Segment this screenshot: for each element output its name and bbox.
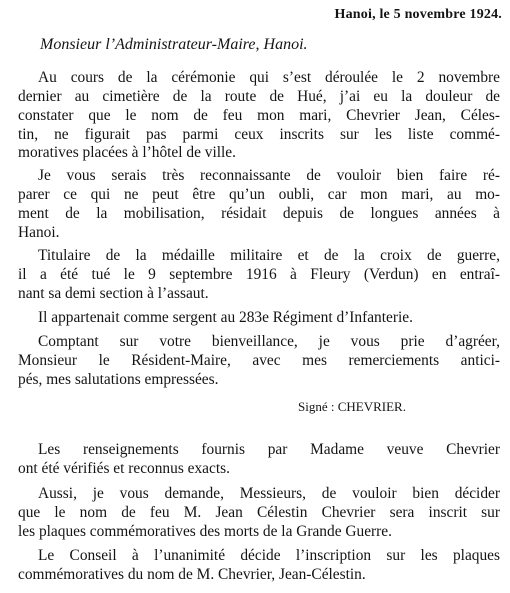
letter-p2-line-4: Hanoi. xyxy=(18,224,60,241)
letter-p2-line-3: ment de la mobilisation, résidait depuis de longues années à xyxy=(18,205,500,222)
council-p1-line-2: ont été vérifiés et reconnus exacts. xyxy=(18,460,230,477)
letter-p4-line-1: Il appartenait comme sergent au 283e Régiment d’Infanterie. xyxy=(38,309,413,326)
letter-p3-line-2: il a été tué le 9 septembre 1916 à Fleury (Verdun) en entraî- xyxy=(18,266,500,283)
council-p1-line-1: Les renseignements fournis par Madame veuve Chevrier xyxy=(38,441,500,458)
letter-p3-line-1: Titulaire de la médaille militaire et de la croix de guerre, xyxy=(38,247,500,264)
council-p3-line-2: commémoratives du nom de M. Chevrier, Jean-Célestin. xyxy=(18,566,366,583)
letter-salutation: Monsieur l’Administrateur-Maire, Hanoi. xyxy=(40,36,308,53)
council-p2-line-3: les plaques commémoratives des morts de la Grande Guerre. xyxy=(18,523,392,540)
letter-p5-line-2: Monsieur le Résident-Maire, avec mes remerciements antici- xyxy=(18,352,500,369)
letter-date: Hanoi, le 5 novembre 1924. xyxy=(334,7,502,22)
letter-p1-line-5: moratives placées à l’hôtel de ville. xyxy=(18,144,236,161)
council-p2-line-2: que le nom de feu M. Jean Célestin Chevrier sera inscrit sur xyxy=(18,504,500,521)
letter-p1-line-4: tin, ne figurait pas parmi ceux inscrits sur les liste commé- xyxy=(18,126,500,143)
letter-p1-line-1: Au cours de la cérémonie qui s’est déroulée le 2 novembre xyxy=(38,69,500,86)
letter-p1-line-2: dernier au cimetière de la route de Hué, j’ai eu la douleur de xyxy=(18,88,500,105)
letter-p5-line-1: Comptant sur votre bienveillance, je vous prie d’agréer, xyxy=(38,333,500,350)
council-p2-line-1: Aussi, je vous demande, Messieurs, de vouloir bien décider xyxy=(38,485,500,502)
letter-p1-line-3: constater que le nom de feu mon mari, Chevrier Jean, Céles- xyxy=(18,107,500,124)
letter-p3-line-3: nant sa demi section à l’assaut. xyxy=(18,285,209,302)
council-p3-line-1: Le Conseil à l’unanimité décide l’inscription sur les plaques xyxy=(38,547,500,564)
letter-p5-line-3: pés, mes salutations empressées. xyxy=(18,371,219,388)
letter-p2-line-2: parer ce qui ne peut être qu’un oubli, car mon mari, au mo- xyxy=(18,186,500,203)
letter-p2-line-1: Je vous serais très reconnaissante de vouloir bien faire ré- xyxy=(38,167,500,184)
letter-signature: Signé : CHEVRIER. xyxy=(298,399,406,414)
